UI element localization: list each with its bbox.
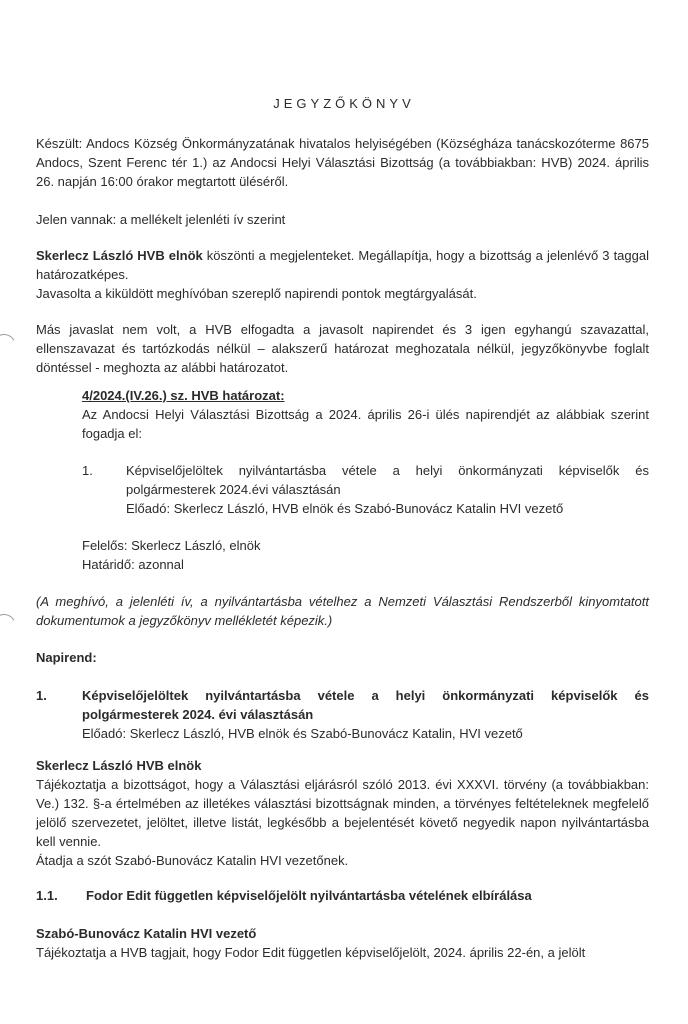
opening-text: köszönti a megjelenteket. Megállapítja, hogy a bizottság a jelenlévő 3 taggal határozatképes.: [36, 248, 649, 282]
attachments-note: (A meghívó, a jelenléti ív, a nyilvántartásba vételhez a Nemzeti Választási Rendszerből kinyomtatott dokumentumok a jegyzőkönyv mellékletét képezik.): [36, 594, 649, 628]
resolution-item-presenter: Előadó: Skerlecz László, HVB elnök és Szabó-Bunovácz Katalin HVI vezető: [126, 501, 564, 516]
vote-paragraph: Más javaslat nem volt, a HVB elfogadta a javasolt napirendet és 3 igen egyhangú szavazattal, ellenszavazat és tartózkodás nélkül – alakszerű határozat meghozatala nélkül, jegyzőkönyvbe foglalt döntéssel - meghozta az alábbi határozatot.: [36, 322, 649, 375]
agenda-item-number: 1.: [36, 688, 47, 703]
agenda-item-presenter: Előadó: Skerlecz László, HVB elnök és Szabó-Bunovácz Katalin, HVI vezető: [82, 726, 523, 741]
resolution-item-number: 1.: [82, 463, 93, 478]
hvi-text: Tájékoztatja a HVB tagjait, hogy Fodor Edit független képviselőjelölt, 2024. április 22-én, a jelölt: [36, 945, 586, 960]
resolution-text: Az Andocsi Helyi Választási Bizottság a 2024. április 26-i ülés napirendjét az alábbiak szerint fogadja el:: [82, 407, 649, 441]
document-title: JEGYZŐKÖNYV: [273, 96, 415, 111]
proposal-line: Javasolta a kiküldött meghívóban szereplő napirendi pontok megtárgyalását.: [36, 286, 477, 301]
chair-speaker: Skerlecz László HVB elnök: [36, 758, 202, 773]
agenda-heading: Napirend:: [36, 650, 97, 665]
punch-hole-mark: [0, 611, 19, 640]
resolution-item-text: Képviselőjelöltek nyilvántartásba vétele a helyi önkormányzati képviselők és polgármesterek 2024.évi választásán: [126, 463, 649, 497]
intro-paragraph: Készült: Andocs Község Önkormányzatának hivatalos helyiségében (Községháza tanácskozóterme 8675 Andocs, Szent Ferenc tér 1.) az Andocsi Helyi Választási Bizottság (a továbbiakban: HVB) 2024. április 26. napján 16:00 órakor megtartott üléséről.: [36, 136, 649, 189]
present-line: Jelen vannak: a mellékelt jelenléti ív szerint: [36, 212, 286, 227]
subsection-title: Fodor Edit független képviselőjelölt nyilvántartásba vételének elbírálása: [86, 888, 532, 903]
resolution-responsible: Felelős: Skerlecz László, elnök: [82, 538, 261, 553]
opening-speaker: Skerlecz László HVB elnök: [36, 248, 203, 263]
resolution-deadline: Határidő: azonnal: [82, 557, 184, 572]
subsection-number: 1.1.: [36, 888, 58, 903]
hvi-speaker: Szabó-Bunovácz Katalin HVI vezető: [36, 926, 257, 941]
opening-paragraph: [36, 246, 649, 284]
resolution-id: 4/2024.(IV.26.) sz. HVB határozat:: [82, 388, 285, 403]
agenda-item-text: Képviselőjelöltek nyilvántartásba vétele a helyi önkormányzati képviselők és polgármesterek 2024. évi választásán: [82, 688, 649, 722]
chair-handover: Átadja a szót Szabó-Bunovácz Katalin HVI vezetőnek.: [36, 853, 349, 868]
chair-text: Tájékoztatja a bizottságot, hogy a Választási eljárásról szóló 2013. évi XXXVI. törvény (a továbbiakban: Ve.) 132. §-a értelmében az illetékes választási bizottságnak minden, a törvényes feltételeknek megfelelő jelölő szervezetet, jelöltet, illetve listát, legkésőbb a bejelentését követő negyedik napon nyilvántartásba kell vennie.: [36, 777, 649, 849]
punch-hole-mark: [0, 331, 19, 360]
